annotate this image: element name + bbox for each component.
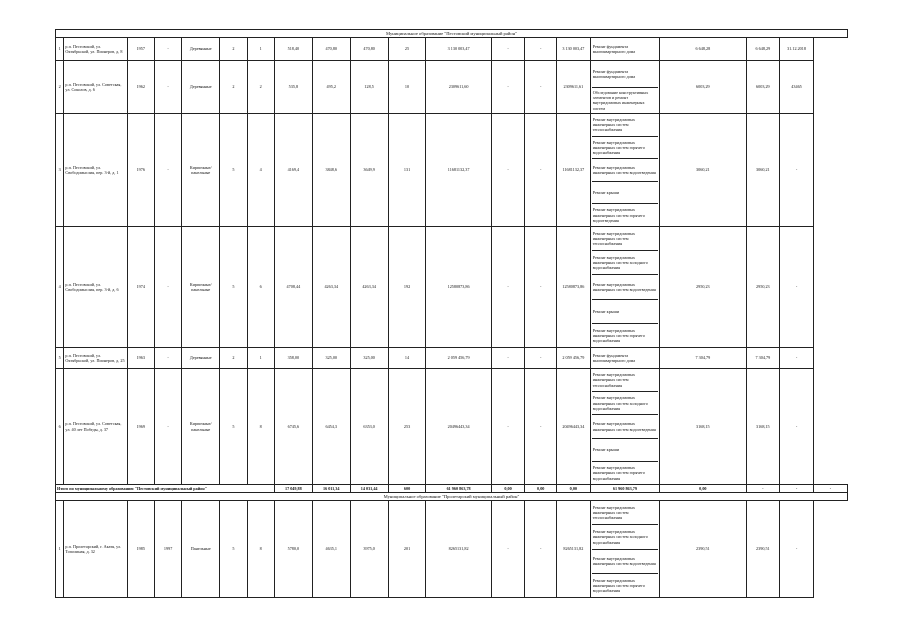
cost-owners: 3 130 003,47 bbox=[557, 38, 591, 61]
entrances: 2 bbox=[247, 61, 274, 114]
area-total: 4708,44 bbox=[274, 227, 312, 348]
area-premises: 6454,3 bbox=[312, 369, 350, 485]
area-total: 5780,0 bbox=[274, 501, 312, 598]
capital-repair-register-table bbox=[55, 29, 848, 598]
cost-owners: 20496443,34 bbox=[557, 369, 591, 485]
building-row bbox=[56, 38, 848, 61]
repair-work-item: Ремонт фундамента многоквартирного дома bbox=[592, 43, 636, 54]
total-cost: 61 960 863,78 bbox=[426, 485, 491, 493]
building-row bbox=[56, 348, 848, 369]
year-renovated: - bbox=[154, 38, 181, 61]
area-total: 518,40 bbox=[274, 38, 312, 61]
repair-work-item: Ремонт внутридомовых инженерных систем теплоснабжения bbox=[592, 501, 658, 525]
total-deadline: - bbox=[813, 485, 847, 493]
total-cost-local: 0,00 bbox=[557, 485, 591, 493]
building-row bbox=[56, 369, 848, 485]
repair-work-item: Ремонт внутридомовых инженерных систем холодного водоснабжения bbox=[592, 251, 658, 275]
limit-cost: 3168,15 bbox=[746, 369, 780, 485]
deadline: - bbox=[780, 369, 814, 485]
cost-total: 8265131,82 bbox=[426, 501, 491, 598]
area-premises: 495,2 bbox=[312, 61, 350, 114]
cost-budget: - bbox=[525, 369, 557, 485]
residents: 14 bbox=[388, 348, 426, 369]
cost-owners: 8265131,82 bbox=[557, 501, 591, 598]
total-cost-budget: 0,00 bbox=[525, 485, 557, 493]
row-number: 4 bbox=[56, 227, 64, 348]
total-cost-other: 0,00 bbox=[660, 485, 746, 493]
year-built: 1963 bbox=[127, 348, 154, 369]
total-cost-fund: 0,00 bbox=[491, 485, 525, 493]
total-unit-cost: - bbox=[746, 485, 780, 493]
wall-material: Деревянные bbox=[182, 61, 220, 114]
building-row bbox=[56, 227, 848, 348]
floors: 5 bbox=[220, 501, 247, 598]
cost-owners: 2 059 456,79 bbox=[557, 348, 591, 369]
limit-cost: 6003,29 bbox=[746, 61, 780, 114]
repair-works-cell bbox=[590, 227, 659, 348]
area-total: 6745,6 bbox=[274, 369, 312, 485]
repair-work-item: Ремонт внутридомовых инженерных систем водоотведения bbox=[592, 275, 658, 299]
repair-work-item: Ремонт внутридомовых инженерных систем холодного водоснабжения bbox=[592, 392, 658, 415]
building-address: р.п. Пролетарский, г. Акатя, ул. Тополиная, д. 32 bbox=[64, 501, 127, 598]
building-address: р.п. Пестовский, ул. Октябрьской, ул. Пионеров, д. 8 bbox=[64, 38, 127, 61]
total-label: Итого по муниципальному образованию "Пестовский муниципальный район" bbox=[56, 485, 275, 493]
repair-work-item: Ремонт внутридомовых инженерных систем горячего водоснабжения bbox=[592, 577, 645, 593]
unit-cost: 7 304,79 bbox=[660, 348, 746, 369]
entrances: 6 bbox=[247, 227, 274, 348]
residents: 201 bbox=[388, 501, 426, 598]
area-residential: 470,80 bbox=[350, 38, 388, 61]
area-total: 358,00 bbox=[274, 348, 312, 369]
building-address: р.п. Пестовский, ул. Советская, ул. Соколов, д. 6 bbox=[64, 61, 127, 114]
limit-cost: 3060,21 bbox=[746, 114, 780, 227]
total-area-total: 17 049,88 bbox=[274, 485, 312, 493]
unit-cost: 3168,15 bbox=[660, 369, 746, 485]
cost-owners: 11681132,37 bbox=[557, 114, 591, 227]
cost-fund: - bbox=[491, 38, 525, 61]
year-built: 1957 bbox=[127, 38, 154, 61]
municipality-title: Муниципальное образование "Пролетарский муниципальный район" bbox=[56, 493, 848, 501]
limit-cost: 7 304,79 bbox=[746, 348, 780, 369]
repair-work-item: Обследование конструктивных элементов и ремонт внутридомовых инженерных систем bbox=[592, 89, 649, 111]
cost-owners: 2309611,61 bbox=[557, 61, 591, 114]
repair-work-item: Ремонт крыши bbox=[592, 439, 658, 462]
unit-cost: 2950,23 bbox=[660, 227, 746, 348]
floors: 2 bbox=[220, 348, 247, 369]
entrances: 1 bbox=[247, 348, 274, 369]
entrances: 8 bbox=[247, 369, 274, 485]
repair-work-item: Ремонт крыши bbox=[592, 300, 658, 324]
limit-cost: 2950,23 bbox=[746, 227, 780, 348]
unit-cost: 2390,51 bbox=[660, 501, 746, 598]
year-built: 1974 bbox=[127, 227, 154, 348]
year-renovated: - bbox=[154, 348, 181, 369]
deadline: - bbox=[780, 348, 814, 369]
repair-works-cell bbox=[590, 38, 659, 61]
repair-work-item: Ремонт фундамента многоквартирного дома bbox=[592, 61, 658, 88]
unit-cost: 6 648,28 bbox=[660, 38, 746, 61]
deadline: 31.12.2018 bbox=[780, 38, 814, 61]
area-residential: 325,00 bbox=[350, 348, 388, 369]
repair-works-cell bbox=[590, 501, 659, 598]
year-renovated: - bbox=[154, 227, 181, 348]
limit-cost: 6 648,29 bbox=[746, 38, 780, 61]
total-residents: 600 bbox=[388, 485, 426, 493]
residents: 131 bbox=[388, 114, 426, 227]
cost-total: 12580873,86 bbox=[426, 227, 491, 348]
residents: 25 bbox=[388, 38, 426, 61]
total-area-premises: 16 011,34 bbox=[312, 485, 350, 493]
year-built: 1969 bbox=[127, 369, 154, 485]
year-built: 1962 bbox=[127, 61, 154, 114]
cost-total: 20496443,34 bbox=[426, 369, 491, 485]
entrances: 8 bbox=[247, 501, 274, 598]
cost-budget: - bbox=[525, 501, 557, 598]
wall-material: Деревянные bbox=[182, 348, 220, 369]
building-row bbox=[56, 501, 848, 598]
repair-work-item: Ремонт внутридомовых инженерных систем горячего водоотведения bbox=[592, 207, 645, 223]
cost-fund: - bbox=[491, 501, 525, 598]
cost-budget: - bbox=[525, 38, 557, 61]
repair-work-item: Ремонт крыши bbox=[592, 182, 658, 205]
unit-cost: 3060,21 bbox=[660, 114, 746, 227]
repair-works-cell bbox=[590, 114, 659, 227]
building-address: р.п. Пестовский, ул. Свободомыслия, пер. 3-й, д. 6 bbox=[64, 227, 127, 348]
area-premises: 470,80 bbox=[312, 38, 350, 61]
municipality-header-proletarsky bbox=[56, 493, 848, 501]
residents: 10 bbox=[388, 61, 426, 114]
building-address: р.п. Пестовский, ул. Октябрьской, ул. Пионеров, д. 25 bbox=[64, 348, 127, 369]
cost-fund: - bbox=[491, 369, 525, 485]
limit-cost: 2390,51 bbox=[746, 501, 780, 598]
cost-owners: 12580873,86 bbox=[557, 227, 591, 348]
wall-material: Деревянные bbox=[182, 38, 220, 61]
residents: 253 bbox=[388, 369, 426, 485]
floors: 2 bbox=[220, 38, 247, 61]
municipality-total-row bbox=[56, 485, 848, 493]
deadline: - bbox=[780, 114, 814, 227]
building-row bbox=[56, 61, 848, 114]
area-residential: 3649,9 bbox=[350, 114, 388, 227]
entrances: 4 bbox=[247, 114, 274, 227]
wall-material: Панельные bbox=[182, 501, 220, 598]
area-residential: 6353,0 bbox=[350, 369, 388, 485]
cost-total: 3 130 003,47 bbox=[426, 38, 491, 61]
area-total: 535,8 bbox=[274, 61, 312, 114]
entrances: 1 bbox=[247, 38, 274, 61]
year-built: 1976 bbox=[127, 114, 154, 227]
area-residential: 128,5 bbox=[350, 61, 388, 114]
wall-material: Кирпичные/ панельные bbox=[182, 114, 220, 227]
area-premises: 325,00 bbox=[312, 348, 350, 369]
total-limit-cost: - bbox=[780, 485, 814, 493]
row-number: 1 bbox=[56, 501, 64, 598]
cost-fund: - bbox=[491, 348, 525, 369]
deadline: 43465 bbox=[780, 61, 814, 114]
building-row bbox=[56, 114, 848, 227]
deadline: - bbox=[780, 501, 814, 598]
floors: 5 bbox=[220, 369, 247, 485]
area-premises: 4635,1 bbox=[312, 501, 350, 598]
repair-work-item: Ремонт фундамента многоквартирного дома bbox=[592, 352, 636, 363]
repair-work-item: Ремонт внутридомовых инженерных систем теплоснабжения bbox=[592, 114, 658, 137]
cost-fund: - bbox=[491, 114, 525, 227]
cost-total: 2 059 456,79 bbox=[426, 348, 491, 369]
row-number: 2 bbox=[56, 61, 64, 114]
cost-budget: - bbox=[525, 61, 557, 114]
year-renovated: 1997 bbox=[154, 501, 181, 598]
year-renovated: - bbox=[154, 61, 181, 114]
cost-budget: - bbox=[525, 227, 557, 348]
deadline: - bbox=[780, 227, 814, 348]
repair-work-item: Ремонт внутридомовых инженерных систем горячего водоснабжения bbox=[592, 137, 658, 160]
total-area-residential: 14 031,44 bbox=[350, 485, 388, 493]
total-cost-owners: 61 960 863,79 bbox=[590, 485, 659, 493]
cost-total: 2309611,60 bbox=[426, 61, 491, 114]
repair-work-item: Ремонт внутридомовых инженерных систем горячего водоснабжения bbox=[592, 327, 645, 344]
area-premises: 4263,34 bbox=[312, 227, 350, 348]
building-address: р.п. Пестовский, ул. Свободомыслия, пер. 3-й, д. 1 bbox=[64, 114, 127, 227]
unit-cost: 6003,29 bbox=[660, 61, 746, 114]
floors: 5 bbox=[220, 227, 247, 348]
area-premises: 3848,6 bbox=[312, 114, 350, 227]
area-residential: 3975,0 bbox=[350, 501, 388, 598]
row-number: 6 bbox=[56, 369, 64, 485]
wall-material: Кирпичные/ панельные bbox=[182, 227, 220, 348]
repair-work-item: Ремонт внутридомовых инженерных систем теплоснабжения bbox=[592, 227, 658, 251]
repair-work-item: Ремонт внутридомовых инженерных систем теплоснабжения bbox=[592, 369, 658, 392]
year-renovated: - bbox=[154, 369, 181, 485]
repair-works-cell bbox=[590, 348, 659, 369]
repair-work-item: Ремонт внутридомовых инженерных систем водоотведения bbox=[592, 159, 658, 182]
area-residential: 4263,34 bbox=[350, 227, 388, 348]
year-renovated: - bbox=[154, 114, 181, 227]
cost-fund: - bbox=[491, 227, 525, 348]
cost-budget: - bbox=[525, 114, 557, 227]
area-total: 4169,4 bbox=[274, 114, 312, 227]
floors: 2 bbox=[220, 61, 247, 114]
floors: 5 bbox=[220, 114, 247, 227]
cost-budget: - bbox=[525, 348, 557, 369]
repair-work-item: Ремонт внутридомовых инженерных систем холодного водоснабжения bbox=[592, 525, 658, 549]
repair-work-item: Ремонт внутридомовых инженерных систем водоотведения bbox=[592, 550, 658, 574]
cost-fund: - bbox=[491, 61, 525, 114]
residents: 192 bbox=[388, 227, 426, 348]
repair-work-item: Ремонт внутридомовых инженерных систем горячего водоснабжения bbox=[592, 465, 645, 481]
municipality-header-pestovsky bbox=[56, 30, 848, 38]
row-number: 5 bbox=[56, 348, 64, 369]
municipality-title: Муниципальное образование "Пестовский муниципальный район" bbox=[56, 30, 848, 38]
repair-works-cell bbox=[590, 61, 659, 114]
building-address: р.п. Пестовский, ул. Советская, ул. 40 лет Победы, д. 37 bbox=[64, 369, 127, 485]
cost-total: 11681132,37 bbox=[426, 114, 491, 227]
row-number: 1 bbox=[56, 38, 64, 61]
year-built: 1985 bbox=[127, 501, 154, 598]
wall-material: Кирпичные/ панельные bbox=[182, 369, 220, 485]
register-body bbox=[56, 30, 848, 598]
repair-works-cell bbox=[590, 369, 659, 485]
repair-work-item: Ремонт внутридомовых инженерных систем водоотведения bbox=[592, 415, 658, 438]
row-number: 3 bbox=[56, 114, 64, 227]
